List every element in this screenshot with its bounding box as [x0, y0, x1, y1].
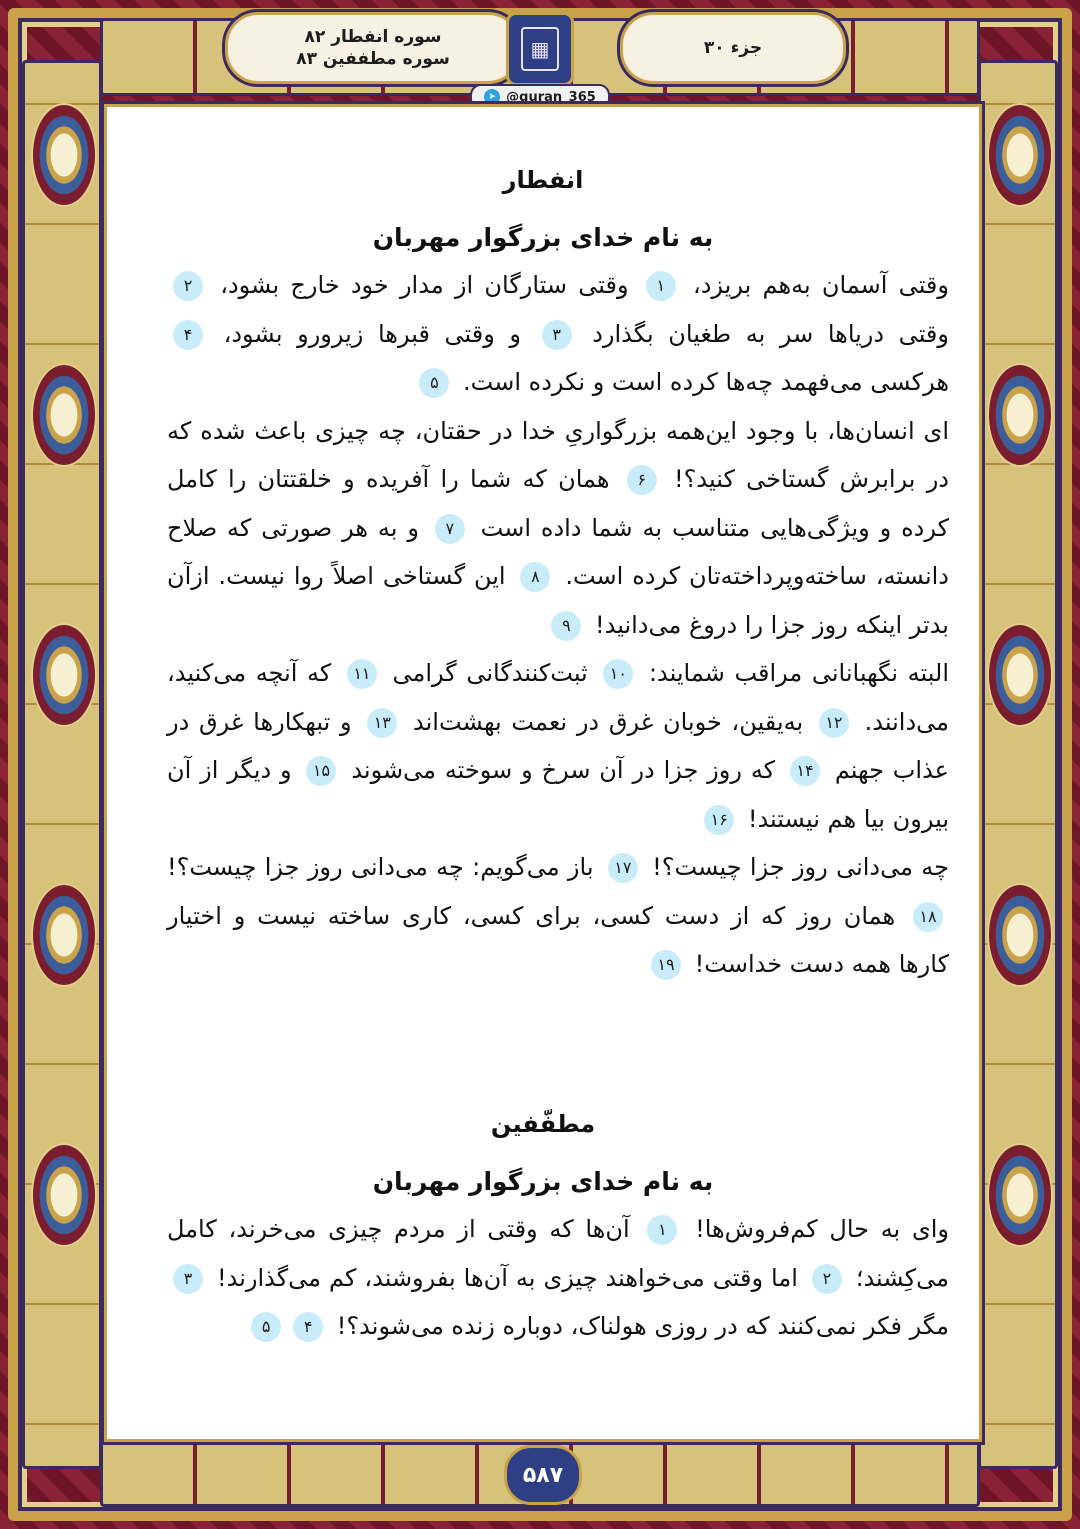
verse-text: وقتی ستارگان از مدار خود خارج بشود، — [209, 271, 640, 299]
verse-text: وای به حال کم‌فروش‌ها! — [683, 1215, 949, 1243]
verse-text: به‌یقین، خوبان غرق در نعمت بهشت‌اند — [403, 707, 813, 736]
verse-paragraph — [167, 649, 949, 843]
page-number: ۵۸۷ — [522, 1462, 564, 1488]
verse-number-badge: ۳ — [173, 1264, 203, 1294]
verse-text: که آنچه می‌کنید، می‌دانند. — [167, 659, 949, 736]
verse-text: اما وقتی می‌خواهند چیزی به آن‌ها بفروشند، کم می‌گذارند! — [209, 1263, 806, 1292]
surah-title: انفطار — [502, 166, 584, 194]
verse-text: وقتی آسمان به‌هم بریزد، — [681, 271, 949, 299]
verse-text: ای انسان‌ها، با وجود این‌همه بزرگواریِ خدا در حقتان، چه چیزی باعث شده که در برابرش گستاخی کنید؟! — [167, 416, 949, 493]
verse-paragraph — [167, 1205, 949, 1351]
verse-text: ثبت‌کنندگانی گرامی — [382, 659, 598, 687]
surah-name-line-2: سوره مطففین ۸۳ — [296, 49, 450, 69]
frame-medallion — [31, 103, 97, 207]
verse-text: این گستاخی اصلاً روا نیست. ازآن بدتر اینکه روز جزا را دروغ می‌دانید! — [167, 562, 949, 639]
verse-number-badge: ۶ — [627, 465, 657, 495]
verse-text: وقتی دریاها سر به طغیان بگذارد — [577, 319, 949, 348]
verse-paragraph — [167, 843, 949, 989]
verse-number-badge: ۲ — [173, 271, 203, 301]
frame-medallion — [987, 1143, 1053, 1247]
verse-number-badge: ۱۳ — [367, 708, 397, 738]
verse-number-badge: ۵ — [419, 368, 449, 398]
verse-number-badge: ۱۸ — [913, 902, 943, 932]
frame-medallion — [31, 363, 97, 467]
frame-medallion — [987, 363, 1053, 467]
verse-number-badge: ۱۴ — [790, 756, 820, 786]
verse-text: و به هر صورتی که صلاح دانسته، ساخته‌وپرداخته‌تان کرده است. — [167, 513, 949, 590]
verse-number-badge: ۱ — [647, 1215, 677, 1245]
verse-number-badge: ۱۹ — [651, 950, 681, 980]
verse-number-badge: ۲ — [812, 1264, 842, 1294]
logo-icon: ▦ — [521, 27, 559, 71]
verse-text: آن‌ها که وقتی از مردم چیزی می‌خرند، کامل می‌کِشند؛ — [167, 1215, 949, 1292]
verse-text: هرکسی می‌فهمد چه‌ها کرده است و نکرده است. — [455, 368, 949, 396]
frame-medallion — [987, 623, 1053, 727]
page-body — [104, 104, 982, 1442]
verse-number-badge: ۱۰ — [603, 659, 633, 689]
channel-handle-text: @quran_365 — [506, 89, 596, 105]
surah-names-cartouche — [225, 12, 521, 84]
quran-logo — [506, 12, 574, 86]
bismillah: به نام خدای بزرگوار مهربان — [372, 1167, 714, 1196]
verse-number-badge: ۱۵ — [306, 756, 336, 786]
verse-text: البته نگهبانانی مراقب شمایند: — [639, 659, 950, 687]
juz-label: جزء ۳۰ — [703, 38, 763, 58]
verse-number-badge: ۱۶ — [704, 805, 734, 835]
surah-title: مطفّفین — [490, 1110, 596, 1138]
frame-right-band — [978, 60, 1058, 1469]
frame-left-band — [22, 60, 102, 1469]
verse-number-badge: ۱ — [646, 271, 676, 301]
frame-medallion — [987, 103, 1053, 207]
verse-number-badge: ۹ — [551, 611, 581, 641]
verse-paragraph — [167, 261, 949, 407]
frame-medallion — [31, 883, 97, 987]
verse-text: مگر فکر نمی‌کنند که در روزی هولناک، دوباره زنده می‌شوند؟! — [329, 1312, 949, 1340]
surah-text-block — [167, 1205, 949, 1351]
verse-text: که روز جزا در آن سرخ و سوخته می‌شوند — [342, 756, 784, 784]
frame-medallion — [987, 883, 1053, 987]
verse-text: باز می‌گویم: چه می‌دانی روز جزا چیست؟! — [167, 853, 602, 881]
frame-medallion — [31, 1143, 97, 1247]
juz-cartouche — [620, 12, 846, 84]
verse-number-badge: ۵ — [251, 1312, 281, 1342]
page-number-badge — [504, 1445, 582, 1505]
frame-medallion — [31, 623, 97, 727]
telegram-icon: ➤ — [484, 89, 500, 105]
verse-number-badge: ۳ — [542, 320, 572, 350]
verse-number-badge: ۱۱ — [347, 659, 377, 689]
bismillah: به نام خدای بزرگوار مهربان — [372, 223, 714, 252]
verse-number-badge: ۱۲ — [819, 708, 849, 738]
verse-text: همان که شما را آفریده و خلقتتان را کامل کرده و ویژگی‌هایی متناسب به شما داده است — [167, 465, 950, 542]
verse-number-badge: ۸ — [520, 562, 550, 592]
verse-number-badge: ۴ — [173, 320, 203, 350]
surah-text-block — [167, 261, 949, 989]
verse-number-badge: ۴ — [293, 1312, 323, 1342]
verse-paragraph — [167, 407, 949, 650]
verse-text: و تبهکارها غرق در عذاب جهنم — [167, 707, 949, 784]
verse-text: و وقتی قبرها زیرورو بشود، — [209, 319, 536, 348]
verse-text: و دیگر از آن بیرون بیا هم نیستند! — [167, 756, 949, 833]
verse-text: چه می‌دانی روز جزا چیست؟! — [643, 853, 949, 881]
surah-name-line-1: سوره انفطار ۸۲ — [304, 27, 442, 47]
verse-number-badge: ۷ — [435, 514, 465, 544]
verse-number-badge: ۱۷ — [608, 853, 638, 883]
verse-text: همان روز که از دست کسی، برای کسی، کاری ساخته نیست و اختیار کارها همه دست خداست! — [167, 901, 949, 978]
